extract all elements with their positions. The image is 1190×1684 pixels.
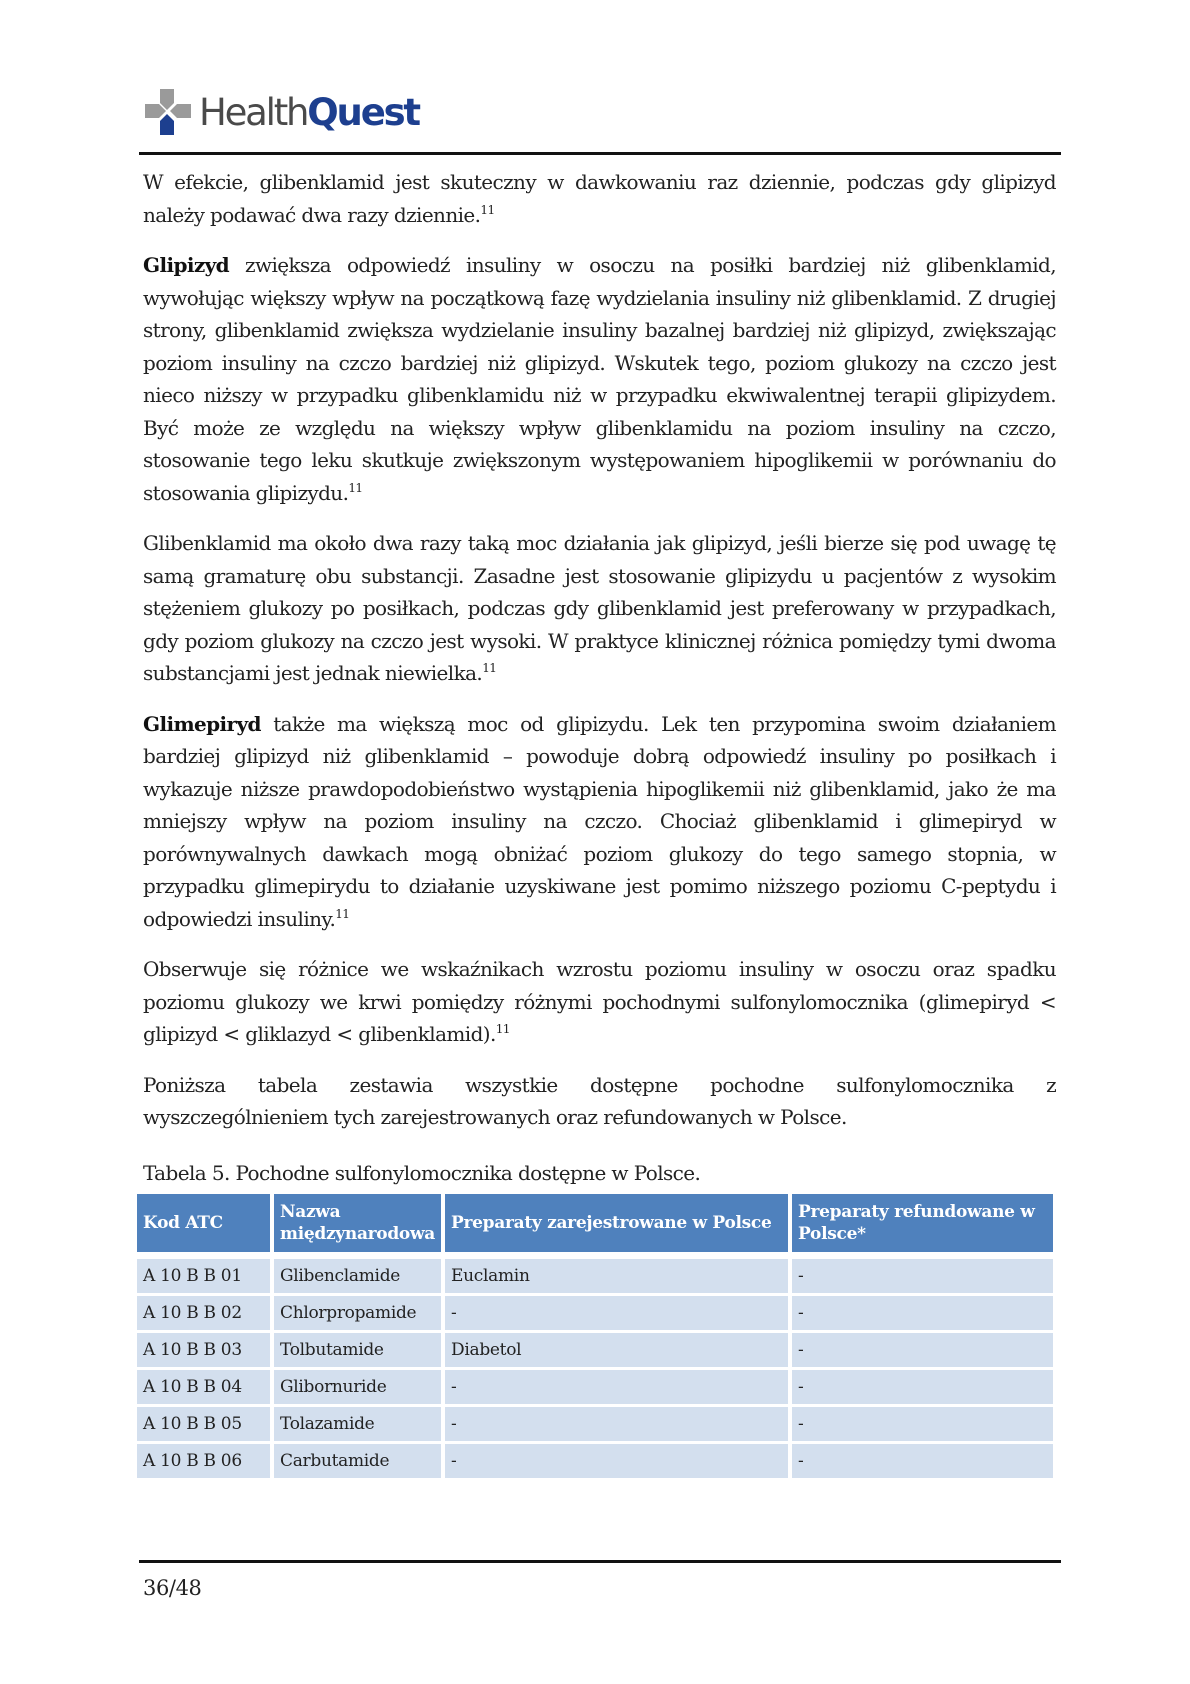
reference-marker: 11 <box>482 661 497 675</box>
paragraph <box>143 249 1056 509</box>
footer-divider <box>139 1560 1061 1563</box>
table-cell: Carbutamide <box>274 1444 441 1478</box>
logo-text-health: Health <box>199 90 308 134</box>
table-cell: - <box>792 1370 1053 1404</box>
paragraph-text: Obserwuje się różnice we wskaźnikach wzrostu poziomu insuliny w osoczu oraz spadku poziomu glukozy we krwi pomiędzy różnymi pochodnymi sulfonylomocznika (glimepiryd < glipizyd < gliklazyd < glibenklamid). <box>143 957 1056 1046</box>
paragraph-bold-term: Glipizyd <box>143 253 230 277</box>
paragraph-text: Glibenklamid ma około dwa razy taką moc działania jak glipizyd, jeśli bierze się pod uwagę tę samą gramaturę obu substancji. Zasadne jest stosowanie glipizydu u pacjentów z wysokim stężeniem glukozy po posiłkach, podczas gdy glibenklamid jest preferowany w przypadkach, gdy poziom glukozy na czczo jest wysoki. W praktyce klinicznej różnica pomiędzy tymi dwoma substancjami jest jednak niewielka. <box>143 531 1056 685</box>
header-divider <box>139 152 1061 155</box>
table-caption: Tabela 5. Pochodne sulfonylomocznika dostępne w Polsce. <box>143 1161 701 1185</box>
paragraph-text: W efekcie, glibenklamid jest skuteczny w dawkowaniu raz dziennie, podczas gdy glipizyd należy podawać dwa razy dziennie. <box>143 170 1056 227</box>
table-cell: A 10 B B 03 <box>137 1333 270 1367</box>
healthquest-logo <box>143 84 419 140</box>
table-cell: - <box>792 1333 1053 1367</box>
table-cell: A 10 B B 01 <box>137 1255 270 1293</box>
table-cell: - <box>792 1296 1053 1330</box>
body-text <box>143 166 1056 1152</box>
table-cell: A 10 B B 05 <box>137 1407 270 1441</box>
table-cell: - <box>445 1407 788 1441</box>
paragraph <box>143 527 1056 690</box>
table-header-row <box>137 1194 1053 1252</box>
logo-wordmark <box>199 90 419 134</box>
table-row <box>137 1333 1053 1367</box>
table-cell: A 10 B B 06 <box>137 1444 270 1478</box>
reference-marker: 11 <box>480 202 495 217</box>
table-cell: Euclamin <box>445 1255 788 1293</box>
table-row <box>137 1296 1053 1330</box>
table-cell: - <box>445 1370 788 1404</box>
logo-text-quest: Quest <box>307 90 419 134</box>
table-row <box>137 1255 1053 1293</box>
table-row <box>137 1370 1053 1404</box>
table-cell: - <box>445 1296 788 1330</box>
table-row <box>137 1407 1053 1441</box>
table-cell: - <box>792 1255 1053 1293</box>
header-atc-code: Kod ATC <box>137 1194 270 1252</box>
reference-marker: 11 <box>495 1022 510 1036</box>
table-cell: - <box>792 1444 1053 1478</box>
table-cell: - <box>445 1444 788 1478</box>
table-cell: Tolazamide <box>274 1407 441 1441</box>
paragraph-text: także ma większą moc od glipizydu. Lek ten przypomina swoim działaniem bardziej glipizyd niż glibenklamid – powoduje dobrą odpowiedź insuliny po posiłkach i wykazuje niższe prawdopodobieństwo wystąpienia hipoglikemii niż glibenklamid, jako że ma mniejszy wpływ na poziom insuliny na czczo. Chociaż glibenklamid i glimepiryd w porównywalnych dawkach mogą obniżać poziom glukozy do tego samego stopnia, w przypadku glimepirydu to działanie uzyskiwane jest pomimo niższego poziomu C-peptydu i odpowiedzi insuliny. <box>143 711 1056 931</box>
paragraph-text: zwiększa odpowiedź insuliny w osoczu na posiłki bardziej niż glibenklamid, wywołując większy wpływ na początkową fazę wydzielania insuliny niż glibenklamid. Z drugiej strony, glibenklamid zwiększa wydzielanie insuliny bazalnej bardziej niż glipizyd, zwiększając poziom insuliny na czczo bardziej niż glipizyd. Wskutek tego, poziom glukozy na czczo jest nieco niższy w przypadku glibenklamidu niż w przypadku ekwiwalentnej terapii glipizydem. Być może ze względu na większy wpływ glibenklamidu na poziom insuliny na czczo, stosowanie tego leku skutkuje zwiększonym występowaniem hipoglikemii w porównaniu do stosowania glipizydu. <box>143 253 1056 505</box>
paragraph <box>143 166 1056 231</box>
table-cell: Diabetol <box>445 1333 788 1367</box>
table-cell: A 10 B B 02 <box>137 1296 270 1330</box>
table-cell: Glibenclamide <box>274 1255 441 1293</box>
cross-quadrants-icon <box>143 87 193 137</box>
paragraph-bold-term: Glimepiryd <box>143 711 261 736</box>
paragraph <box>143 708 1056 936</box>
table-cell: Tolbutamide <box>274 1333 441 1367</box>
header-reimbursed: Preparaty refundowane w Polsce* <box>792 1194 1053 1252</box>
paragraph <box>143 1069 1056 1134</box>
sulfonylurea-table <box>133 1191 1057 1481</box>
table-cell: A 10 B B 04 <box>137 1370 270 1404</box>
paragraph-text: Poniższa tabela zestawia wszystkie dostępne pochodne sulfonylomocznika z wyszczególnieniem tych zarejestrowanych oraz refundowanych w Polsce. <box>143 1072 1056 1129</box>
table-row <box>137 1444 1053 1478</box>
page-number: 36/48 <box>143 1576 202 1600</box>
table-cell: Chlorpropamide <box>274 1296 441 1330</box>
paragraph <box>143 953 1056 1051</box>
table-cell: - <box>792 1407 1053 1441</box>
reference-marker: 11 <box>348 480 363 495</box>
table-cell: Glibornuride <box>274 1370 441 1404</box>
header-international-name: Nazwa międzynarodowa <box>274 1194 441 1252</box>
header-registered: Preparaty zarejestrowane w Polsce <box>445 1194 788 1252</box>
reference-marker: 11 <box>335 906 350 921</box>
